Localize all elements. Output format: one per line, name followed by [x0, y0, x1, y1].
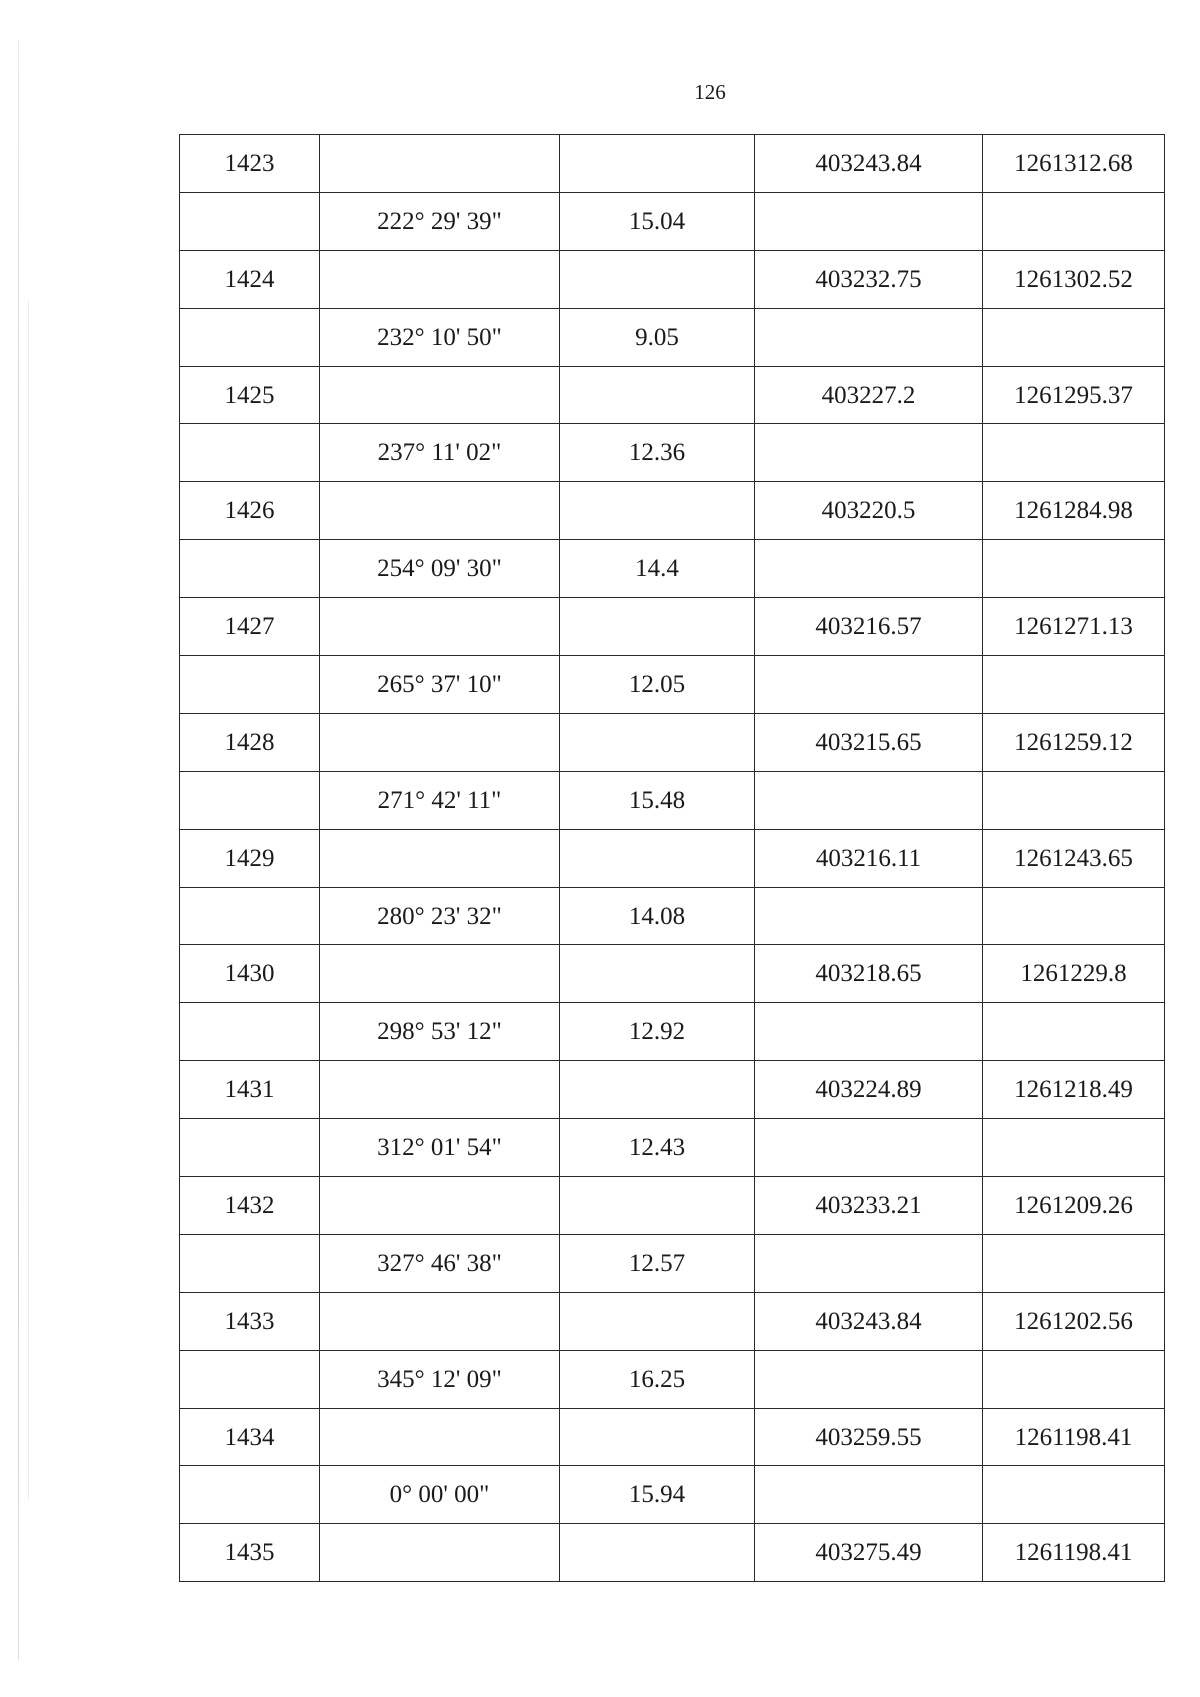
- x-coordinate-cell: 403220.5: [755, 482, 983, 540]
- y-coordinate-cell: 1261218.49: [983, 1061, 1165, 1119]
- page-number: 126: [694, 80, 726, 104]
- bearing-row: [180, 1350, 1165, 1408]
- x-coordinate-cell: 403218.65: [755, 945, 983, 1003]
- y-coordinate-cell: 1261271.13: [983, 598, 1165, 656]
- point-cell: [180, 192, 320, 250]
- station-row: [180, 1177, 1165, 1235]
- station-row: [180, 366, 1165, 424]
- point-cell: 1426: [180, 482, 320, 540]
- bearing-cell: [320, 598, 560, 656]
- bearing-row: [180, 540, 1165, 598]
- y-coordinate-cell: [983, 192, 1165, 250]
- bearing-cell: 271° 42' 11": [320, 771, 560, 829]
- y-coordinate-cell: 1261295.37: [983, 366, 1165, 424]
- bearing-cell: [320, 713, 560, 771]
- station-row: [180, 829, 1165, 887]
- point-cell: 1431: [180, 1061, 320, 1119]
- bearing-cell: [320, 482, 560, 540]
- coordinate-table: [179, 134, 1165, 1582]
- distance-cell: 12.57: [560, 1234, 755, 1292]
- bearing-cell: [320, 366, 560, 424]
- y-coordinate-cell: [983, 656, 1165, 714]
- bearing-cell: [320, 1408, 560, 1466]
- x-coordinate-cell: 403215.65: [755, 713, 983, 771]
- bearing-cell: 345° 12' 09": [320, 1350, 560, 1408]
- y-coordinate-cell: [983, 308, 1165, 366]
- y-coordinate-cell: 1261284.98: [983, 482, 1165, 540]
- distance-cell: 16.25: [560, 1350, 755, 1408]
- point-cell: 1429: [180, 829, 320, 887]
- bearing-cell: 327° 46' 38": [320, 1234, 560, 1292]
- scan-edge-line: [18, 40, 19, 1660]
- y-coordinate-cell: 1261302.52: [983, 250, 1165, 308]
- bearing-row: [180, 424, 1165, 482]
- distance-cell: 12.92: [560, 1003, 755, 1061]
- y-coordinate-cell: 1261202.56: [983, 1292, 1165, 1350]
- scan-edge-line-faint: [28, 300, 29, 1500]
- distance-cell: [560, 945, 755, 1003]
- point-cell: [180, 540, 320, 598]
- bearing-cell: 232° 10' 50": [320, 308, 560, 366]
- bearing-cell: [320, 1524, 560, 1582]
- y-coordinate-cell: 1261259.12: [983, 713, 1165, 771]
- bearing-cell: [320, 135, 560, 193]
- coordinate-table-body: [180, 135, 1165, 1582]
- bearing-cell: 222° 29' 39": [320, 192, 560, 250]
- y-coordinate-cell: [983, 771, 1165, 829]
- bearing-row: [180, 1119, 1165, 1177]
- point-cell: 1430: [180, 945, 320, 1003]
- point-cell: 1435: [180, 1524, 320, 1582]
- distance-cell: [560, 250, 755, 308]
- bearing-cell: 312° 01' 54": [320, 1119, 560, 1177]
- station-row: [180, 1292, 1165, 1350]
- station-row: [180, 713, 1165, 771]
- station-row: [180, 250, 1165, 308]
- distance-cell: 15.48: [560, 771, 755, 829]
- y-coordinate-cell: [983, 540, 1165, 598]
- point-cell: [180, 1119, 320, 1177]
- x-coordinate-cell: 403227.2: [755, 366, 983, 424]
- distance-cell: 12.36: [560, 424, 755, 482]
- point-cell: [180, 656, 320, 714]
- bearing-cell: 254° 09' 30": [320, 540, 560, 598]
- x-coordinate-cell: [755, 771, 983, 829]
- x-coordinate-cell: [755, 887, 983, 945]
- point-cell: 1423: [180, 135, 320, 193]
- distance-cell: [560, 598, 755, 656]
- x-coordinate-cell: 403216.11: [755, 829, 983, 887]
- x-coordinate-cell: [755, 308, 983, 366]
- bearing-row: [180, 656, 1165, 714]
- point-cell: [180, 887, 320, 945]
- station-row: [180, 1408, 1165, 1466]
- distance-cell: [560, 1292, 755, 1350]
- x-coordinate-cell: [755, 1350, 983, 1408]
- x-coordinate-cell: 403243.84: [755, 135, 983, 193]
- distance-cell: [560, 713, 755, 771]
- point-cell: 1433: [180, 1292, 320, 1350]
- bearing-row: [180, 1466, 1165, 1524]
- point-cell: 1432: [180, 1177, 320, 1235]
- station-row: [180, 945, 1165, 1003]
- x-coordinate-cell: 403275.49: [755, 1524, 983, 1582]
- y-coordinate-cell: [983, 1466, 1165, 1524]
- bearing-cell: [320, 945, 560, 1003]
- point-cell: 1434: [180, 1408, 320, 1466]
- bearing-row: [180, 192, 1165, 250]
- bearing-cell: [320, 1061, 560, 1119]
- distance-cell: [560, 135, 755, 193]
- bearing-cell: [320, 1292, 560, 1350]
- distance-cell: [560, 1408, 755, 1466]
- x-coordinate-cell: [755, 1119, 983, 1177]
- distance-cell: 9.05: [560, 308, 755, 366]
- x-coordinate-cell: 403224.89: [755, 1061, 983, 1119]
- bearing-cell: [320, 829, 560, 887]
- x-coordinate-cell: 403233.21: [755, 1177, 983, 1235]
- bearing-row: [180, 308, 1165, 366]
- y-coordinate-cell: 1261229.8: [983, 945, 1165, 1003]
- distance-cell: [560, 482, 755, 540]
- bearing-cell: [320, 250, 560, 308]
- point-cell: [180, 1234, 320, 1292]
- x-coordinate-cell: [755, 192, 983, 250]
- distance-cell: 14.4: [560, 540, 755, 598]
- point-cell: [180, 771, 320, 829]
- bearing-cell: 298° 53' 12": [320, 1003, 560, 1061]
- bearing-row: [180, 1003, 1165, 1061]
- y-coordinate-cell: 1261243.65: [983, 829, 1165, 887]
- y-coordinate-cell: [983, 424, 1165, 482]
- bearing-cell: 237° 11' 02": [320, 424, 560, 482]
- y-coordinate-cell: 1261198.41: [983, 1524, 1165, 1582]
- distance-cell: [560, 829, 755, 887]
- bearing-cell: 0° 00' 00": [320, 1466, 560, 1524]
- x-coordinate-cell: 403232.75: [755, 250, 983, 308]
- y-coordinate-cell: 1261209.26: [983, 1177, 1165, 1235]
- point-cell: 1427: [180, 598, 320, 656]
- station-row: [180, 135, 1165, 193]
- distance-cell: 15.94: [560, 1466, 755, 1524]
- distance-cell: 14.08: [560, 887, 755, 945]
- y-coordinate-cell: [983, 887, 1165, 945]
- station-row: [180, 1524, 1165, 1582]
- distance-cell: [560, 1524, 755, 1582]
- point-cell: [180, 308, 320, 366]
- distance-cell: [560, 1061, 755, 1119]
- y-coordinate-cell: [983, 1119, 1165, 1177]
- distance-cell: 15.04: [560, 192, 755, 250]
- bearing-row: [180, 771, 1165, 829]
- x-coordinate-cell: 403259.55: [755, 1408, 983, 1466]
- y-coordinate-cell: 1261198.41: [983, 1408, 1165, 1466]
- x-coordinate-cell: [755, 540, 983, 598]
- x-coordinate-cell: 403243.84: [755, 1292, 983, 1350]
- station-row: [180, 1061, 1165, 1119]
- bearing-row: [180, 887, 1165, 945]
- point-cell: [180, 1466, 320, 1524]
- x-coordinate-cell: [755, 1466, 983, 1524]
- x-coordinate-cell: [755, 424, 983, 482]
- bearing-cell: 280° 23' 32": [320, 887, 560, 945]
- y-coordinate-cell: [983, 1234, 1165, 1292]
- bearing-cell: [320, 1177, 560, 1235]
- distance-cell: [560, 366, 755, 424]
- distance-cell: 12.43: [560, 1119, 755, 1177]
- station-row: [180, 482, 1165, 540]
- point-cell: 1428: [180, 713, 320, 771]
- x-coordinate-cell: [755, 1234, 983, 1292]
- point-cell: [180, 424, 320, 482]
- bearing-cell: 265° 37' 10": [320, 656, 560, 714]
- point-cell: 1425: [180, 366, 320, 424]
- x-coordinate-cell: [755, 1003, 983, 1061]
- distance-cell: [560, 1177, 755, 1235]
- x-coordinate-cell: 403216.57: [755, 598, 983, 656]
- y-coordinate-cell: [983, 1003, 1165, 1061]
- y-coordinate-cell: [983, 1350, 1165, 1408]
- bearing-row: [180, 1234, 1165, 1292]
- y-coordinate-cell: 1261312.68: [983, 135, 1165, 193]
- distance-cell: 12.05: [560, 656, 755, 714]
- point-cell: [180, 1350, 320, 1408]
- point-cell: [180, 1003, 320, 1061]
- x-coordinate-cell: [755, 656, 983, 714]
- station-row: [180, 598, 1165, 656]
- point-cell: 1424: [180, 250, 320, 308]
